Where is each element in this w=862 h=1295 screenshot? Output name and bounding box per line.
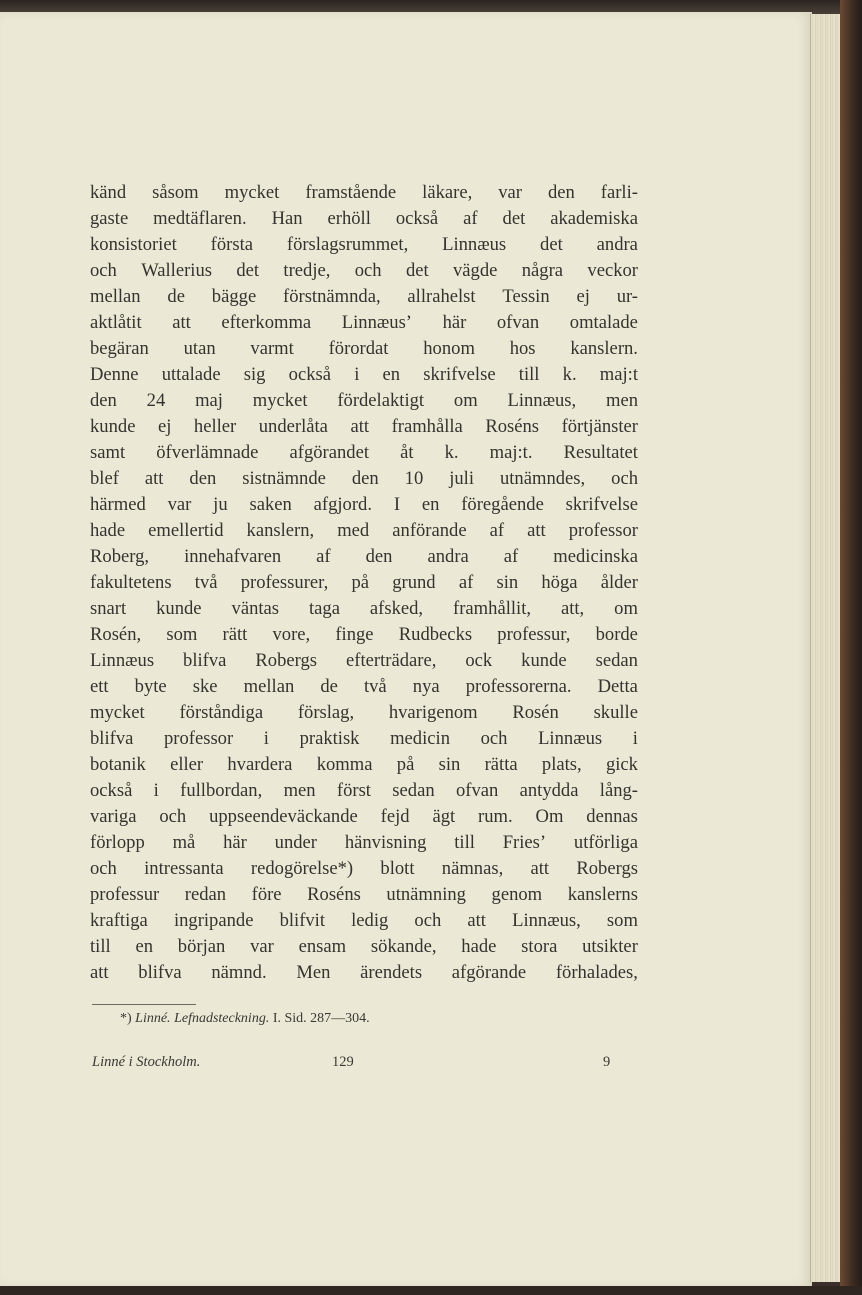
word: först xyxy=(336,780,371,801)
word: sistnämnde xyxy=(242,468,326,489)
word: ske xyxy=(192,676,218,697)
word: utförliga xyxy=(573,832,638,853)
word: kanslerns xyxy=(567,884,638,905)
text-line xyxy=(90,492,638,518)
word: tredje, xyxy=(283,260,331,281)
word: mycket xyxy=(252,390,308,411)
word: andra xyxy=(427,546,469,567)
word: gick xyxy=(605,754,638,775)
text-line xyxy=(90,882,638,908)
text-line xyxy=(90,258,638,284)
word: väntas xyxy=(231,598,280,619)
word: hvarigenom xyxy=(388,702,478,723)
word: nya xyxy=(412,676,440,697)
word: k. xyxy=(562,364,577,385)
word: som xyxy=(166,624,198,645)
word: genom xyxy=(491,884,543,905)
word: i xyxy=(354,364,360,385)
word: medtäflaren. xyxy=(153,208,247,229)
word: sökande, xyxy=(370,936,437,957)
word: det xyxy=(405,260,429,281)
text-line xyxy=(90,622,638,648)
word: ägt xyxy=(432,806,456,827)
word: efterträdare, xyxy=(346,650,437,671)
word: det xyxy=(502,208,526,229)
word: att xyxy=(350,416,370,437)
text-line xyxy=(90,388,638,414)
text-line xyxy=(90,596,638,622)
word: dennas xyxy=(586,806,638,827)
word: Linnæus xyxy=(538,728,603,749)
word: skrifvelse xyxy=(423,364,496,385)
word: bägge xyxy=(211,286,257,307)
word: hänvisning xyxy=(344,832,427,853)
word: Robergs xyxy=(576,858,638,879)
word: såsom xyxy=(152,182,199,203)
word: rätt xyxy=(222,624,248,645)
word: af xyxy=(503,546,519,567)
word: aktlåtit xyxy=(90,312,142,333)
word: den xyxy=(189,468,217,489)
word: gaste xyxy=(90,208,129,229)
word: och xyxy=(90,260,117,281)
book-bottom-edge xyxy=(0,1286,862,1295)
text-line xyxy=(90,804,638,830)
text-line xyxy=(90,180,638,206)
word: det xyxy=(236,260,260,281)
word: Linnæus xyxy=(442,234,507,255)
word: förstnämnda, xyxy=(283,286,381,307)
word: praktisk xyxy=(299,728,360,749)
word: att xyxy=(144,468,164,489)
word: komma xyxy=(316,754,373,775)
word: skulle xyxy=(593,702,638,723)
word: Han xyxy=(271,208,303,229)
word: framhålla xyxy=(391,416,463,437)
word: botanik xyxy=(90,754,146,775)
word: vägde xyxy=(453,260,498,281)
word: förslag, xyxy=(297,702,355,723)
word: den xyxy=(365,546,393,567)
word: kunde xyxy=(156,598,202,619)
word: kunde xyxy=(90,416,136,437)
word: framstående xyxy=(305,182,397,203)
word: Rudbecks xyxy=(398,624,473,645)
word: afgjord. xyxy=(313,494,372,515)
word: innehafvaren xyxy=(184,546,282,567)
word: maj:t xyxy=(599,364,638,385)
text-line xyxy=(90,414,638,440)
word: en xyxy=(421,494,440,515)
word: utnämndes, xyxy=(499,468,586,489)
word: blifva xyxy=(90,728,134,749)
text-line xyxy=(90,284,638,310)
word: hvardera xyxy=(227,754,293,775)
text-line xyxy=(90,570,638,596)
word: på xyxy=(351,572,370,593)
word: skrifvelse xyxy=(565,494,638,515)
word: en xyxy=(382,364,401,385)
word: ärendets xyxy=(360,962,423,983)
word: hade xyxy=(90,520,126,541)
word: maj xyxy=(195,390,223,411)
word: af xyxy=(463,208,478,229)
word: men xyxy=(283,780,316,801)
book-cover-edge xyxy=(840,0,862,1295)
word: rätta xyxy=(484,754,518,775)
word: k. xyxy=(444,442,459,463)
word: ålder xyxy=(600,572,638,593)
word: stora xyxy=(521,936,558,957)
word: plats, xyxy=(541,754,582,775)
word: nämnd. xyxy=(211,962,267,983)
word: förlopp xyxy=(90,832,145,853)
word: var xyxy=(498,182,522,203)
word: sedan xyxy=(595,650,638,671)
word: en xyxy=(135,936,154,957)
word: uppseendeväckande xyxy=(209,806,358,827)
word: och xyxy=(414,910,442,931)
word: antydda xyxy=(519,780,579,801)
word: konsistoriet xyxy=(90,234,177,255)
word: men xyxy=(605,390,638,411)
word: och xyxy=(611,468,638,489)
word: här xyxy=(223,832,247,853)
word: Tessin xyxy=(502,286,550,307)
word: också xyxy=(288,364,331,385)
word: att xyxy=(527,520,546,541)
word: ofvan xyxy=(496,312,540,333)
word: härmed xyxy=(90,494,146,515)
word: anförande xyxy=(392,520,467,541)
word: taga xyxy=(308,598,340,619)
word: mellan xyxy=(243,676,295,697)
word: Fries’ xyxy=(502,832,547,853)
word: akademiska xyxy=(550,208,638,229)
word: till xyxy=(454,832,475,853)
word: i xyxy=(263,728,269,749)
word: det xyxy=(540,234,563,255)
word: borde xyxy=(595,624,638,645)
word: första xyxy=(210,234,253,255)
word: andra xyxy=(596,234,638,255)
word: öfverlämnade xyxy=(156,442,259,463)
word: två xyxy=(194,572,218,593)
word: sig xyxy=(243,364,266,385)
word: grund xyxy=(392,572,436,593)
page-number: 129 xyxy=(332,1054,354,1070)
word: ett xyxy=(90,676,109,697)
word: förtjänster xyxy=(561,416,638,437)
word: sin xyxy=(438,754,461,775)
word: med xyxy=(337,520,370,541)
body-text xyxy=(90,180,638,986)
word: af xyxy=(316,546,331,567)
word: Denne xyxy=(90,364,139,385)
word: underlåta xyxy=(258,416,328,437)
word: var xyxy=(167,494,192,515)
footnote-title: Lefnadsteckning. xyxy=(174,1011,270,1026)
word: till xyxy=(90,936,111,957)
word: de xyxy=(320,676,338,697)
word: Robergs xyxy=(255,650,318,671)
word: höga xyxy=(541,572,578,593)
word: snart xyxy=(90,598,127,619)
text-line xyxy=(90,726,638,752)
word: den xyxy=(90,390,117,411)
word: juli xyxy=(449,468,475,489)
word: må xyxy=(172,832,196,853)
word: den xyxy=(351,468,379,489)
word: uttalade xyxy=(161,364,221,385)
word: känd xyxy=(90,182,127,203)
word: ju xyxy=(213,494,228,515)
page-stack-edges xyxy=(810,14,841,1282)
word: att xyxy=(90,962,109,983)
word: före xyxy=(251,884,282,905)
word: emellertid xyxy=(148,520,224,541)
text-line xyxy=(90,960,638,986)
word: om xyxy=(614,598,638,619)
word: afgörandet xyxy=(289,442,369,463)
word: maj:t. xyxy=(489,442,533,463)
word: utsikter xyxy=(582,936,638,957)
text-line xyxy=(90,518,638,544)
text-line xyxy=(90,440,638,466)
word: Resultatet xyxy=(563,442,638,463)
word: de xyxy=(167,286,185,307)
text-line xyxy=(90,466,638,492)
word: afsked, xyxy=(369,598,424,619)
word: lång- xyxy=(599,780,638,801)
word: hos xyxy=(509,338,536,359)
word: ensam xyxy=(298,936,347,957)
word: saken xyxy=(249,494,292,515)
word: förordat xyxy=(328,338,389,359)
footnote xyxy=(120,1011,370,1027)
word: var xyxy=(250,936,274,957)
word: Roberg, xyxy=(90,546,150,567)
word: föregående xyxy=(461,494,544,515)
word: byte xyxy=(134,676,167,697)
word: blifva xyxy=(138,962,182,983)
word: att xyxy=(467,910,486,931)
word: blifva xyxy=(183,650,227,671)
word: ledig xyxy=(351,910,389,931)
footnote-author: Linné. xyxy=(135,1011,171,1026)
word: rum. xyxy=(478,806,513,827)
text-line xyxy=(90,206,638,232)
word: läkare, xyxy=(422,182,473,203)
word: professor xyxy=(163,728,234,749)
word: början xyxy=(177,936,226,957)
word: veckor xyxy=(587,260,638,281)
word: variga xyxy=(90,806,137,827)
word: fejd xyxy=(380,806,410,827)
word: ofvan xyxy=(455,780,499,801)
word: intressanta xyxy=(144,858,224,879)
word: nämnas, xyxy=(441,858,504,879)
word: 24 xyxy=(146,390,166,411)
text-line xyxy=(90,856,638,882)
word: mellan xyxy=(90,286,141,307)
running-footer-title: Linné i Stockholm. xyxy=(92,1054,201,1070)
word: professurer, xyxy=(240,572,329,593)
word: honom xyxy=(423,338,475,359)
word: vore, xyxy=(272,624,311,645)
word: framhållit, xyxy=(453,598,532,619)
word: i xyxy=(632,728,638,749)
word: Rosén, xyxy=(90,624,142,645)
word: utnämning xyxy=(386,884,466,905)
footnote-reference: I. Sid. 287—304. xyxy=(272,1011,370,1026)
word: Rosén xyxy=(512,702,559,723)
word: blef xyxy=(90,468,119,489)
word: några xyxy=(521,260,564,281)
word: Linnæus, xyxy=(507,390,577,411)
text-line xyxy=(90,934,638,960)
word: finge xyxy=(335,624,374,645)
text-line xyxy=(90,310,638,336)
word: fullbordan, xyxy=(180,780,263,801)
word: professur xyxy=(90,884,160,905)
word: af xyxy=(458,572,474,593)
word: mycket xyxy=(224,182,280,203)
word: den xyxy=(547,182,575,203)
word: Wallerius xyxy=(141,260,212,281)
word: Men xyxy=(296,962,331,983)
word: på xyxy=(396,754,415,775)
word: två xyxy=(363,676,387,697)
word: professur, xyxy=(497,624,571,645)
text-line xyxy=(90,362,638,388)
word: professor xyxy=(568,520,638,541)
word: Roséns xyxy=(307,884,361,905)
word: ock xyxy=(465,650,493,671)
text-line xyxy=(90,648,638,674)
word: omtalade xyxy=(569,312,638,333)
word: redan xyxy=(184,884,227,905)
word: sin xyxy=(496,572,519,593)
word: förhalades, xyxy=(555,962,638,983)
word: som xyxy=(606,910,638,931)
word: åt xyxy=(400,442,414,463)
word: farli- xyxy=(600,182,638,203)
text-line xyxy=(90,778,638,804)
word: blott xyxy=(380,858,415,879)
word: förståndiga xyxy=(179,702,264,723)
word: erhöll xyxy=(327,208,371,229)
word: 10 xyxy=(404,468,424,489)
text-line xyxy=(90,908,638,934)
footnote-rule xyxy=(92,1004,196,1005)
text-line xyxy=(90,674,638,700)
word: till xyxy=(518,364,540,385)
word: fördelaktigt xyxy=(337,390,425,411)
word: mycket xyxy=(90,702,145,723)
text-line xyxy=(90,830,638,856)
word: medicin xyxy=(390,728,450,749)
word: af xyxy=(489,520,505,541)
word: medicinska xyxy=(553,546,638,567)
word: varmt xyxy=(250,338,294,359)
word: och xyxy=(159,806,187,827)
text-line xyxy=(90,336,638,362)
word: att xyxy=(172,312,191,333)
word: ingripande xyxy=(173,910,254,931)
word: Roséns xyxy=(485,416,540,437)
word: kanslern. xyxy=(570,338,638,359)
word: heller xyxy=(193,416,237,437)
footnote-marker: *) xyxy=(120,1011,132,1026)
word: eller xyxy=(170,754,204,775)
word: kanslern, xyxy=(246,520,315,541)
word: kunde xyxy=(521,650,567,671)
signature-mark: 9 xyxy=(603,1054,611,1070)
word: redogörelse*) xyxy=(250,858,354,879)
word: Linnæus’ xyxy=(341,312,412,333)
word: professorerna. xyxy=(465,676,572,697)
text-line xyxy=(90,752,638,778)
word: också xyxy=(395,208,439,229)
word: Detta xyxy=(597,676,638,697)
word: begäran xyxy=(90,338,149,359)
word: ej xyxy=(576,286,590,307)
word: under xyxy=(274,832,317,853)
word: och xyxy=(90,858,117,879)
text-line xyxy=(90,544,638,570)
word: efterkomma xyxy=(221,312,312,333)
word: ur- xyxy=(616,286,638,307)
word: att xyxy=(530,858,550,879)
word: också xyxy=(90,780,133,801)
word: afgörande xyxy=(451,962,527,983)
word: Linnæus, xyxy=(512,910,581,931)
word: blifvit xyxy=(279,910,326,931)
word: Om xyxy=(535,806,564,827)
word: fakultetens xyxy=(90,572,172,593)
word: sedan xyxy=(392,780,435,801)
text-line xyxy=(90,700,638,726)
word: förslagsrummet, xyxy=(286,234,409,255)
word: kraftiga xyxy=(90,910,148,931)
word: samt xyxy=(90,442,126,463)
word: och xyxy=(354,260,382,281)
word: att, xyxy=(560,598,585,619)
word: Linnæus xyxy=(90,650,155,671)
word: och xyxy=(480,728,508,749)
word: om xyxy=(453,390,478,411)
word: i xyxy=(153,780,159,801)
text-line xyxy=(90,232,638,258)
word: I xyxy=(393,494,401,515)
word: ej xyxy=(157,416,172,437)
word: hade xyxy=(461,936,497,957)
word: utan xyxy=(183,338,216,359)
word: allrahelst xyxy=(407,286,476,307)
word: här xyxy=(442,312,467,333)
